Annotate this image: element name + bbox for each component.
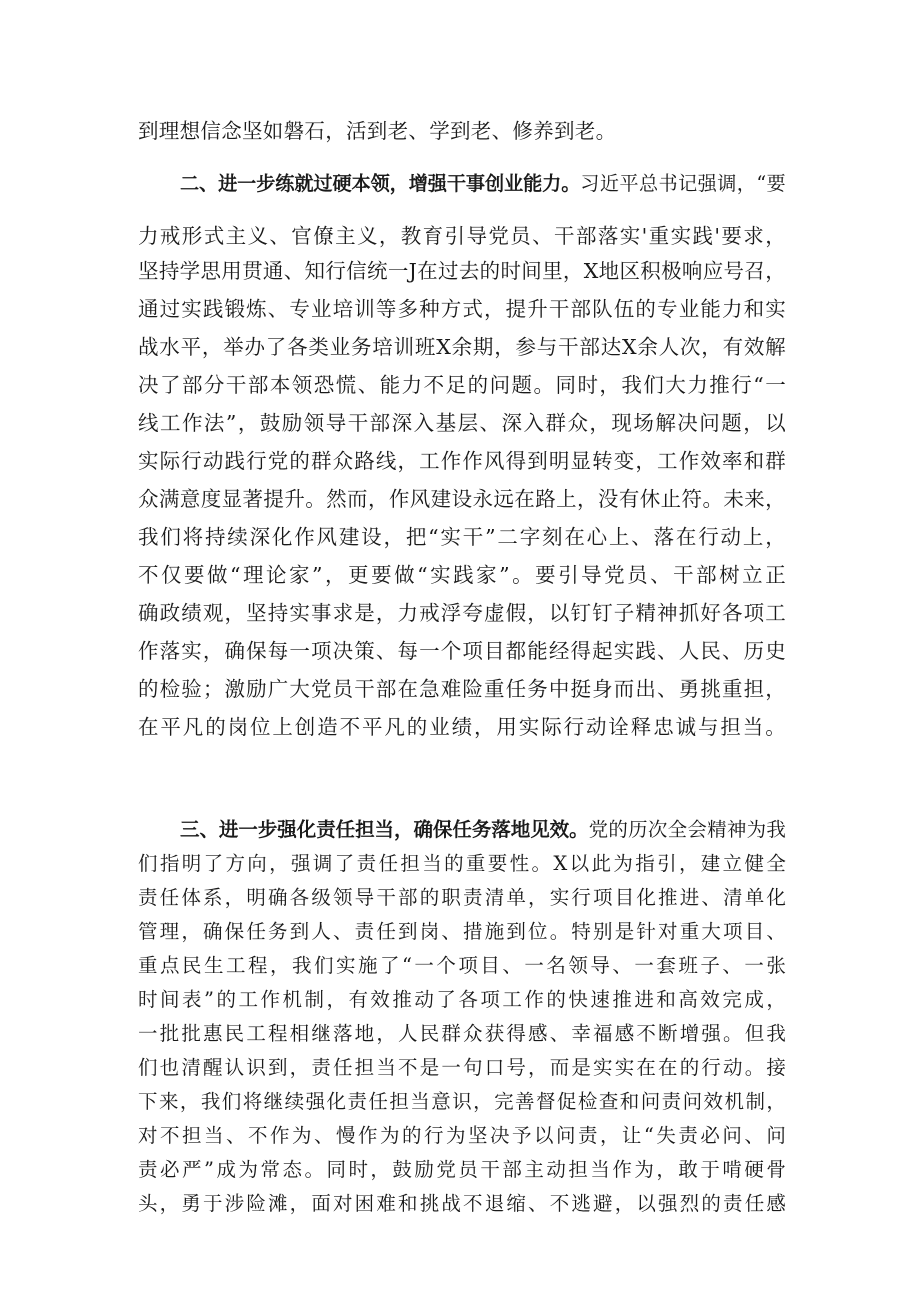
opening-line: 到理想信念坚如磐石，活到老、学到老、修养到老。 <box>138 119 617 143</box>
section-3-line-8: 下来，我们将继续强化责任担当意识，完善督促检查和问责问效机制， <box>138 1090 786 1113</box>
section-2-line-11: 确政绩观，坚持实事求是，力戒浮夸虚假，以钉钉子精神抓好各项工 <box>138 601 786 625</box>
section-2-first-line <box>180 170 786 198</box>
section-2-line-5: 决了部分干部本领恐慌、能力不足的问题。同时，我们大力推行“一 <box>138 373 786 397</box>
section-3-line-4: 重点民生工程，我们实施了“一个项目、一名领导、一套班子、一张 <box>138 954 786 977</box>
section-2-line-14: 在平凡的岗位上创造不平凡的业绩，用实际行动诠释忠诚与担当。 <box>138 715 786 739</box>
section-3-line-6: 一批批惠民工程相继落地，人民群众获得感、幸福感不断增强。但我 <box>138 1022 786 1045</box>
section-3-line-0: 党的历次全会精神为我 <box>588 818 786 841</box>
section-3-line-3: 管理，确保任务到人、责任到岗、措施到位。特别是针对重大项目、 <box>138 920 786 943</box>
section-2-line-2: 坚持学思用贯通、知行信统一J在过去的时间里，X地区积极响应号召， <box>138 259 786 283</box>
section-3-line-11: 头，勇于涉险滩，面对困难和挑战不退缩、不逃避，以强烈的责任感 <box>138 1192 786 1215</box>
section-3-first-line <box>180 816 786 844</box>
section-3-heading: 三、进一步强化责任担当，确保任务落地见效。 <box>180 818 589 841</box>
section-2-line-13: 的检验；激励广大党员干部在急难险重任务中挺身而出、勇挑重担， <box>138 677 786 701</box>
section-2-line-1: 力戒形式主义、官僚主义，教育引导党员、干部落实'重实践'要求， <box>138 224 786 248</box>
section-2-line-3: 通过实践锻炼、专业培训等多种方式，提升干部队伍的专业能力和实 <box>138 297 786 321</box>
section-3-line-7: 们也清醒认识到，责任担当不是一句口号，而是实实在在的行动。接 <box>138 1056 786 1079</box>
section-3-line-5: 时间表”的工作机制，有效推动了各项工作的快速推进和高效完成， <box>138 988 786 1011</box>
section-2-line-9: 我们将持续深化作风建设，把“实干”二字刻在心上、落在行动上， <box>138 525 786 549</box>
section-2-line-6: 线工作法”，鼓励领导干部深入基层、深入群众，现场解决问题，以 <box>138 411 786 435</box>
section-2-line-0: 习近平总书记强调，“要 <box>580 172 786 195</box>
section-2-line-12: 作落实，确保每一项决策、每一个项目都能经得起实践、人民、历史 <box>138 639 786 663</box>
section-3-line-2: 责任体系，明确各级领导干部的职责清单，实行项目化推进、清单化 <box>138 886 786 909</box>
section-3-line-10: 责必严”成为常态。同时，鼓励党员干部主动担当作为，敢于啃硬骨 <box>138 1158 786 1181</box>
section-3-line-1: 们指明了方向，强调了责任担当的重要性。X以此为指引，建立健全 <box>138 852 786 875</box>
section-2-line-7: 实际行动践行党的群众路线，工作作风得到明显转变，工作效率和群 <box>138 449 786 473</box>
section-2-line-8: 众满意度显著提升。然而，作风建设永远在路上，没有休止符。未来， <box>138 487 786 511</box>
section-2-line-10: 不仅要做“理论家”，更要做“实践家”。要引导党员、干部树立正 <box>138 563 786 587</box>
section-2-line-4: 战水平，举办了各类业务培训班X余期，参与干部达X余人次，有效解 <box>138 335 786 359</box>
section-3-line-9: 对不担当、不作为、慢作为的行为坚决予以问责，让“失责必问、问 <box>138 1124 786 1147</box>
section-2-heading: 二、进一步练就过硬本领，增强干事创业能力。 <box>180 172 581 195</box>
